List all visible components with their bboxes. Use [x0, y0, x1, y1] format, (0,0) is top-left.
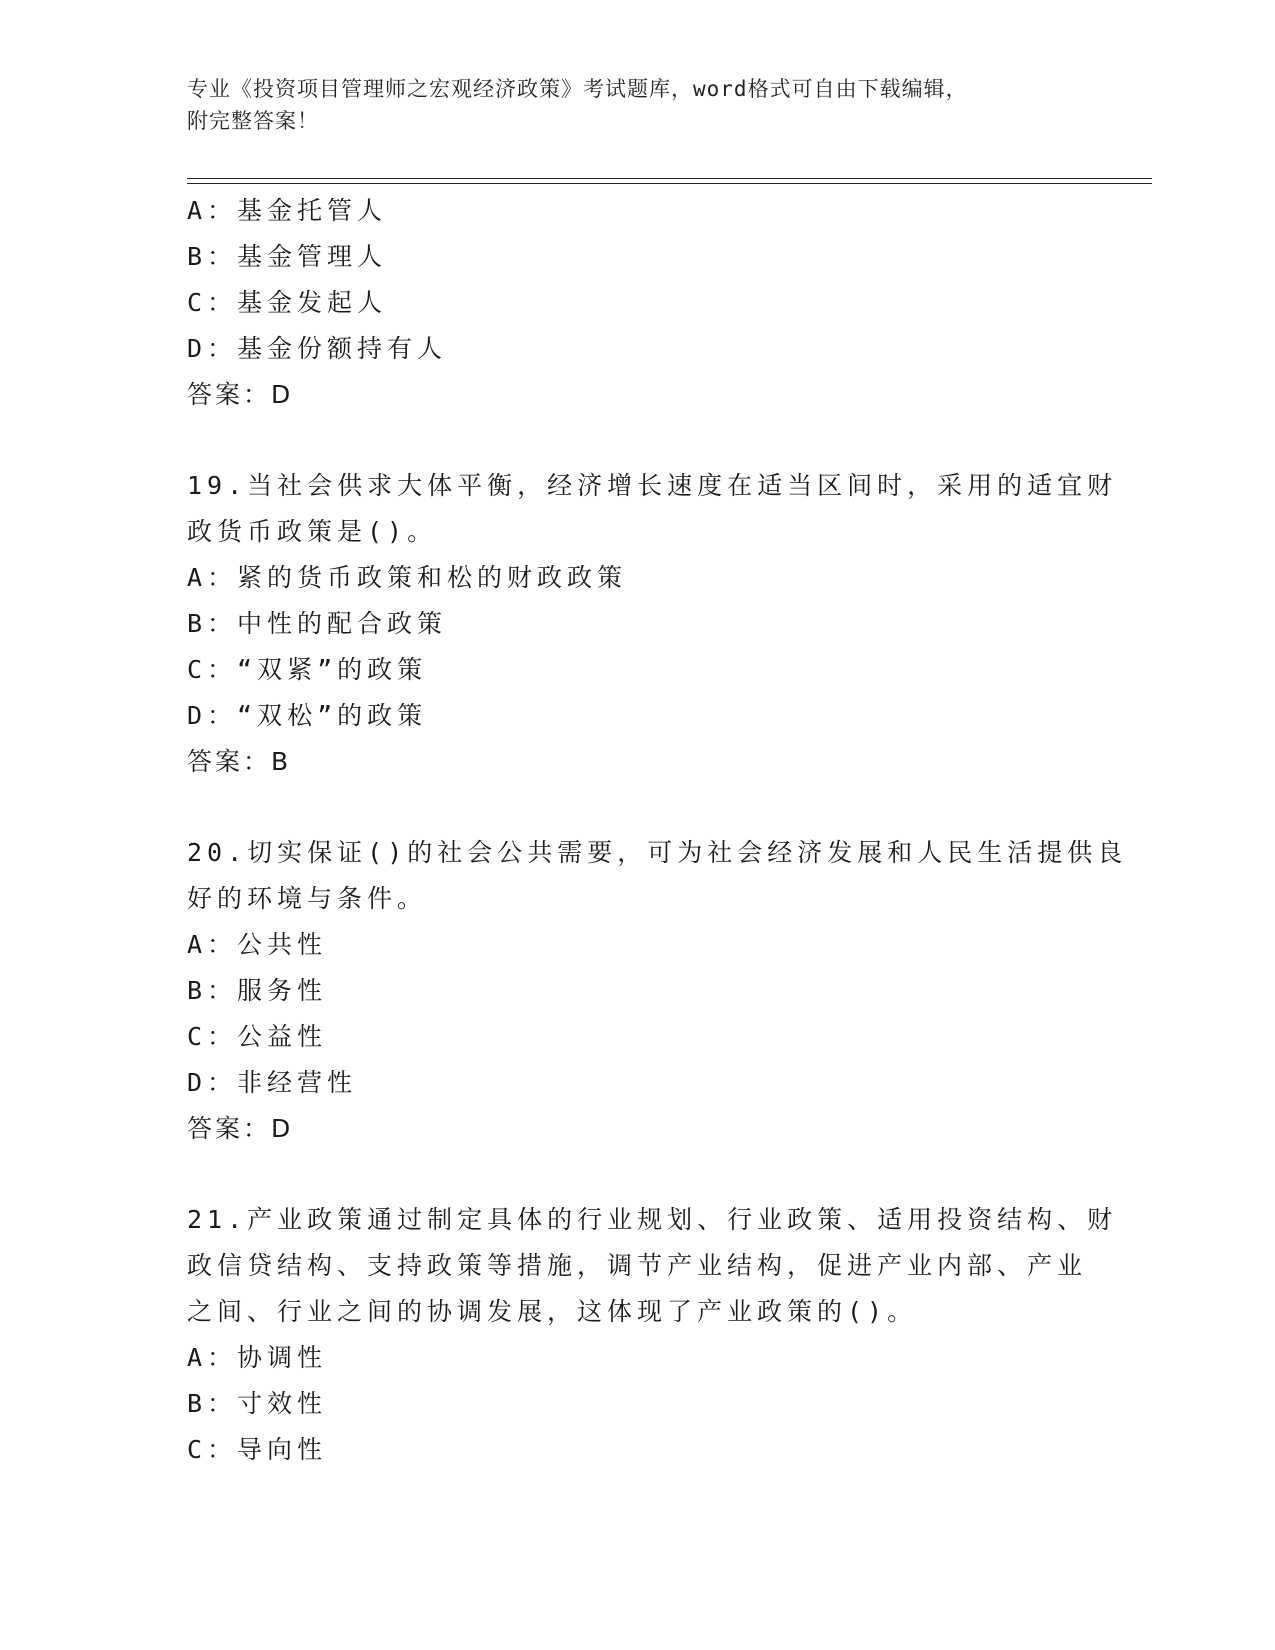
header-divider-top — [187, 178, 1152, 179]
answer-line: 答案：D — [187, 1114, 294, 1143]
question-stem-line: 21.产业政策通过制定具体的行业规划、行业政策、适用投资结构、财 — [187, 1205, 1118, 1234]
question-stem-line: 20.切实保证()的社会公共需要，可为社会经济发展和人民生活提供良 — [187, 838, 1128, 867]
option-d: D：非经营性 — [187, 1068, 358, 1097]
option-a: A：基金托管人 — [187, 196, 388, 225]
question-19 — [187, 463, 1118, 785]
option-a: A：协调性 — [187, 1343, 328, 1372]
question-stem-line: 之间、行业之间的协调发展，这体现了产业政策的()。 — [187, 1297, 918, 1326]
question-stem-line: 好的环境与条件。 — [187, 884, 428, 913]
option-b: B：服务性 — [187, 976, 328, 1005]
option-c: C：“双紧”的政策 — [187, 655, 428, 684]
spacer — [187, 1152, 1087, 1197]
option-d: D：基金份额持有人 — [187, 334, 448, 363]
question-list — [187, 188, 1128, 1473]
question-stem-line: 19.当社会供求大体平衡，经济增长速度在适当区间时，采用的适宜财 — [187, 471, 1118, 500]
option-b: B：基金管理人 — [187, 242, 388, 271]
question-21 — [187, 1197, 1118, 1473]
option-a: A：公共性 — [187, 930, 328, 959]
answer-line: 答案：B — [187, 747, 292, 776]
question-stem-line: 政信贷结构、支持政策等措施，调节产业结构，促进产业内部、产业 — [187, 1251, 1088, 1280]
option-c: C：导向性 — [187, 1435, 328, 1464]
question-18 — [187, 188, 1087, 418]
spacer — [187, 785, 1087, 830]
header-line-2: 附完整答案！ — [187, 109, 319, 133]
option-c: C：基金发起人 — [187, 288, 388, 317]
question-20 — [187, 830, 1128, 1152]
option-b: B：寸效性 — [187, 1389, 328, 1418]
spacer — [187, 418, 1087, 463]
question-stem-line: 政货币政策是()。 — [187, 517, 438, 546]
option-d: D：“双松”的政策 — [187, 701, 428, 730]
document-header — [187, 73, 1067, 137]
header-divider-bottom — [187, 183, 1152, 184]
option-a: A：紧的货币政策和松的财政政策 — [187, 563, 628, 592]
header-line-1: 专业《投资项目管理师之宏观经济政策》考试题库，word格式可自由下载编辑， — [187, 77, 968, 101]
option-c: C：公益性 — [187, 1022, 328, 1051]
answer-line: 答案：D — [187, 380, 294, 409]
option-b: B：中性的配合政策 — [187, 609, 448, 638]
